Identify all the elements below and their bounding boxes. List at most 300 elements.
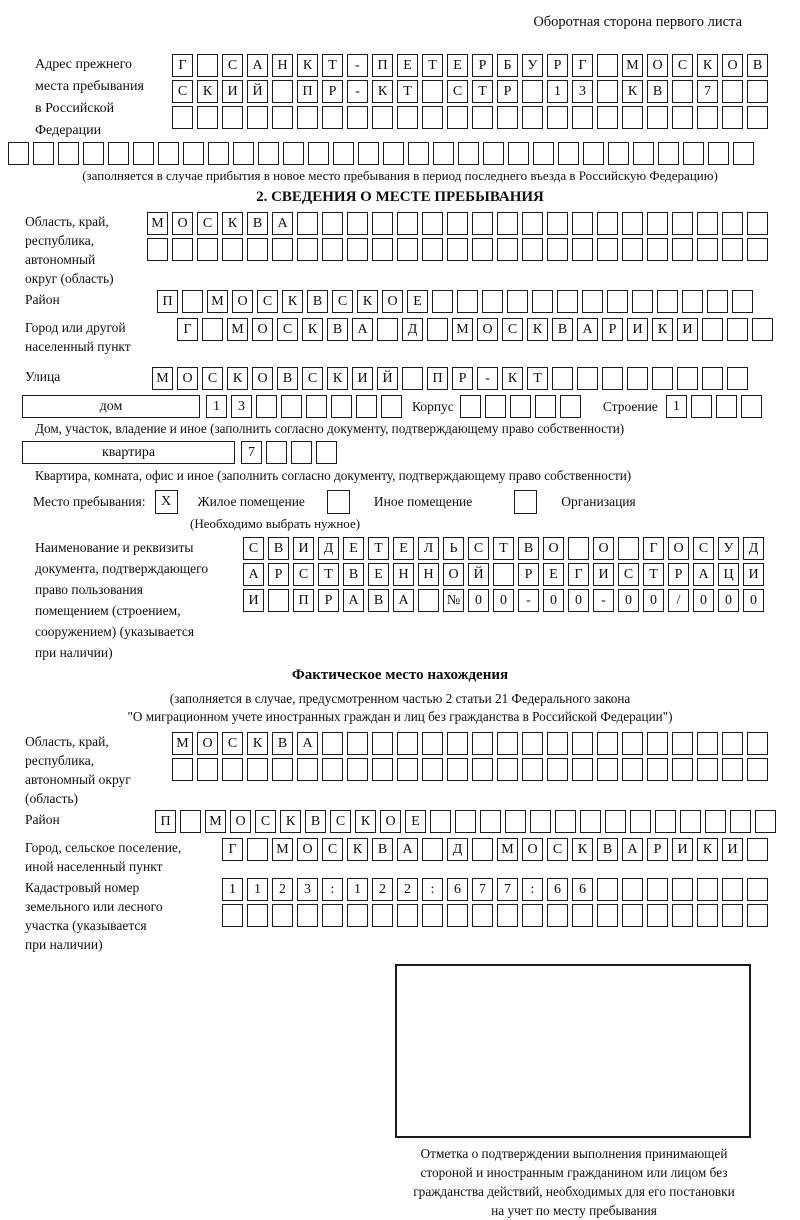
char-box[interactable]: 0 <box>643 589 664 612</box>
char-box[interactable]: 0 <box>718 589 739 612</box>
char-box[interactable]: Н <box>393 563 414 586</box>
char-box[interactable]: 7 <box>697 80 718 103</box>
char-box[interactable] <box>741 395 762 418</box>
char-box[interactable] <box>418 589 439 612</box>
char-box[interactable]: К <box>697 838 718 861</box>
char-box[interactable] <box>597 878 618 901</box>
char-box[interactable]: - <box>477 367 498 390</box>
char-box[interactable] <box>510 395 531 418</box>
char-box[interactable] <box>258 142 279 165</box>
char-box[interactable] <box>202 318 223 341</box>
char-box[interactable] <box>722 80 743 103</box>
char-box[interactable] <box>657 290 678 313</box>
char-box[interactable]: - <box>347 80 368 103</box>
char-box[interactable] <box>672 732 693 755</box>
char-box[interactable]: 7 <box>472 878 493 901</box>
char-box[interactable] <box>483 142 504 165</box>
char-box[interactable] <box>722 106 743 129</box>
char-box[interactable]: В <box>268 537 289 560</box>
char-box[interactable]: Д <box>402 318 423 341</box>
char-box[interactable] <box>397 904 418 927</box>
char-box[interactable] <box>472 758 493 781</box>
char-box[interactable] <box>447 732 468 755</box>
char-box[interactable] <box>460 395 481 418</box>
char-box[interactable]: Е <box>397 54 418 77</box>
char-box[interactable] <box>497 758 518 781</box>
char-box[interactable]: Т <box>472 80 493 103</box>
char-box[interactable] <box>222 238 243 261</box>
char-box[interactable] <box>747 80 768 103</box>
char-box[interactable] <box>705 810 726 833</box>
char-box[interactable] <box>493 563 514 586</box>
char-box[interactable] <box>172 106 193 129</box>
char-box[interactable] <box>308 142 329 165</box>
char-box[interactable] <box>508 142 529 165</box>
char-box[interactable] <box>347 732 368 755</box>
char-box[interactable] <box>422 732 443 755</box>
char-box[interactable]: В <box>518 537 539 560</box>
char-box[interactable] <box>322 758 343 781</box>
char-box[interactable]: Т <box>322 54 343 77</box>
char-box[interactable] <box>547 106 568 129</box>
char-box[interactable] <box>747 904 768 927</box>
char-box[interactable] <box>397 106 418 129</box>
char-box[interactable]: А <box>243 563 264 586</box>
char-box[interactable]: 0 <box>543 589 564 612</box>
char-box[interactable] <box>555 810 576 833</box>
char-box[interactable] <box>597 106 618 129</box>
char-box[interactable] <box>747 878 768 901</box>
char-box[interactable] <box>747 758 768 781</box>
char-box[interactable]: К <box>247 732 268 755</box>
char-box[interactable] <box>608 142 629 165</box>
char-box[interactable]: О <box>297 838 318 861</box>
char-box[interactable]: К <box>697 54 718 77</box>
char-box[interactable] <box>547 758 568 781</box>
char-box[interactable] <box>8 142 29 165</box>
char-box[interactable]: С <box>618 563 639 586</box>
char-box[interactable]: 3 <box>572 80 593 103</box>
char-box[interactable] <box>247 904 268 927</box>
char-box[interactable] <box>672 878 693 901</box>
char-box[interactable]: О <box>382 290 403 313</box>
char-box[interactable] <box>457 290 478 313</box>
char-box[interactable]: 0 <box>693 589 714 612</box>
char-box[interactable] <box>397 238 418 261</box>
char-box[interactable] <box>602 367 623 390</box>
char-box[interactable] <box>622 732 643 755</box>
char-box[interactable] <box>422 106 443 129</box>
char-box[interactable] <box>683 142 704 165</box>
char-box[interactable]: В <box>597 838 618 861</box>
char-box[interactable] <box>532 290 553 313</box>
char-box[interactable]: И <box>593 563 614 586</box>
char-box[interactable]: О <box>477 318 498 341</box>
char-box[interactable]: Г <box>177 318 198 341</box>
char-box[interactable] <box>247 838 268 861</box>
char-box[interactable] <box>372 212 393 235</box>
char-box[interactable] <box>727 318 748 341</box>
char-box[interactable]: О <box>722 54 743 77</box>
char-box[interactable]: В <box>247 212 268 235</box>
char-box[interactable] <box>522 212 543 235</box>
char-box[interactable]: М <box>205 810 226 833</box>
char-box[interactable] <box>272 758 293 781</box>
char-box[interactable]: Р <box>518 563 539 586</box>
char-box[interactable]: В <box>277 367 298 390</box>
stay-checkbox-org[interactable] <box>514 490 537 514</box>
char-box[interactable] <box>755 810 776 833</box>
char-box[interactable] <box>322 904 343 927</box>
char-box[interactable] <box>618 537 639 560</box>
char-box[interactable]: В <box>307 290 328 313</box>
char-box[interactable]: П <box>297 80 318 103</box>
char-box[interactable] <box>572 732 593 755</box>
char-box[interactable] <box>497 904 518 927</box>
char-box[interactable]: С <box>197 212 218 235</box>
char-box[interactable] <box>572 904 593 927</box>
char-box[interactable]: Е <box>543 563 564 586</box>
char-box[interactable]: О <box>252 367 273 390</box>
char-box[interactable]: 1 <box>347 878 368 901</box>
char-box[interactable]: : <box>522 878 543 901</box>
char-box[interactable] <box>622 878 643 901</box>
char-box[interactable]: Т <box>368 537 389 560</box>
char-box[interactable] <box>268 589 289 612</box>
char-box[interactable] <box>133 142 154 165</box>
char-box[interactable]: С <box>202 367 223 390</box>
char-box[interactable]: С <box>322 838 343 861</box>
char-box[interactable] <box>485 395 506 418</box>
char-box[interactable]: С <box>257 290 278 313</box>
char-box[interactable] <box>647 238 668 261</box>
char-box[interactable]: И <box>243 589 264 612</box>
char-box[interactable]: С <box>222 732 243 755</box>
char-box[interactable]: М <box>497 838 518 861</box>
char-box[interactable]: М <box>207 290 228 313</box>
char-box[interactable]: С <box>502 318 523 341</box>
char-box[interactable]: 3 <box>297 878 318 901</box>
char-box[interactable] <box>430 810 451 833</box>
char-box[interactable] <box>622 212 643 235</box>
char-box[interactable] <box>372 238 393 261</box>
char-box[interactable] <box>472 238 493 261</box>
char-box[interactable] <box>233 142 254 165</box>
char-box[interactable] <box>291 441 312 464</box>
char-box[interactable]: К <box>227 367 248 390</box>
char-box[interactable] <box>422 80 443 103</box>
char-box[interactable]: Е <box>407 290 428 313</box>
char-box[interactable] <box>58 142 79 165</box>
char-box[interactable] <box>557 290 578 313</box>
char-box[interactable]: 6 <box>547 878 568 901</box>
char-box[interactable]: 7 <box>241 441 262 464</box>
char-box[interactable]: Л <box>418 537 439 560</box>
char-box[interactable] <box>377 318 398 341</box>
char-box[interactable]: П <box>157 290 178 313</box>
char-box[interactable]: Т <box>493 537 514 560</box>
char-box[interactable]: Р <box>318 589 339 612</box>
char-box[interactable] <box>582 290 603 313</box>
char-box[interactable]: К <box>372 80 393 103</box>
char-box[interactable] <box>722 878 743 901</box>
char-box[interactable] <box>522 80 543 103</box>
char-box[interactable]: В <box>327 318 348 341</box>
char-box[interactable] <box>331 395 352 418</box>
char-box[interactable] <box>507 290 528 313</box>
char-box[interactable] <box>572 212 593 235</box>
char-box[interactable] <box>707 290 728 313</box>
char-box[interactable] <box>272 80 293 103</box>
char-box[interactable]: А <box>397 838 418 861</box>
char-box[interactable]: Т <box>643 563 664 586</box>
char-box[interactable] <box>247 238 268 261</box>
char-box[interactable]: Т <box>527 367 548 390</box>
char-box[interactable] <box>402 367 423 390</box>
char-box[interactable]: 6 <box>447 878 468 901</box>
char-box[interactable]: / <box>668 589 689 612</box>
char-box[interactable] <box>83 142 104 165</box>
char-box[interactable] <box>722 758 743 781</box>
char-box[interactable]: Г <box>222 838 243 861</box>
char-box[interactable] <box>455 810 476 833</box>
char-box[interactable]: И <box>743 563 764 586</box>
char-box[interactable]: О <box>647 54 668 77</box>
char-box[interactable]: К <box>297 54 318 77</box>
char-box[interactable]: Ь <box>443 537 464 560</box>
char-box[interactable] <box>708 142 729 165</box>
char-box[interactable] <box>722 732 743 755</box>
char-box[interactable] <box>672 212 693 235</box>
char-box[interactable] <box>747 732 768 755</box>
char-box[interactable]: С <box>693 537 714 560</box>
char-box[interactable] <box>297 106 318 129</box>
char-box[interactable] <box>197 106 218 129</box>
char-box[interactable]: С <box>330 810 351 833</box>
char-box[interactable] <box>256 395 277 418</box>
char-box[interactable]: Б <box>497 54 518 77</box>
char-box[interactable]: О <box>230 810 251 833</box>
char-box[interactable]: Й <box>377 367 398 390</box>
char-box[interactable] <box>222 106 243 129</box>
char-box[interactable]: Р <box>647 838 668 861</box>
char-box[interactable]: С <box>468 537 489 560</box>
char-box[interactable]: : <box>422 878 443 901</box>
char-box[interactable]: С <box>243 537 264 560</box>
char-box[interactable]: В <box>368 589 389 612</box>
char-box[interactable] <box>208 142 229 165</box>
char-box[interactable]: О <box>177 367 198 390</box>
char-box[interactable]: А <box>247 54 268 77</box>
char-box[interactable] <box>422 238 443 261</box>
char-box[interactable] <box>381 395 402 418</box>
char-box[interactable]: У <box>522 54 543 77</box>
char-box[interactable] <box>577 367 598 390</box>
char-box[interactable]: С <box>172 80 193 103</box>
char-box[interactable] <box>333 142 354 165</box>
char-box[interactable] <box>356 395 377 418</box>
char-box[interactable] <box>505 810 526 833</box>
char-box[interactable]: А <box>577 318 598 341</box>
char-box[interactable]: П <box>427 367 448 390</box>
char-box[interactable]: Г <box>172 54 193 77</box>
char-box[interactable] <box>597 732 618 755</box>
char-box[interactable]: Т <box>422 54 443 77</box>
char-box[interactable]: Е <box>343 537 364 560</box>
char-box[interactable]: М <box>172 732 193 755</box>
char-box[interactable]: М <box>227 318 248 341</box>
char-box[interactable] <box>633 142 654 165</box>
char-box[interactable] <box>372 732 393 755</box>
char-box[interactable] <box>597 212 618 235</box>
char-box[interactable] <box>422 904 443 927</box>
char-box[interactable] <box>572 106 593 129</box>
char-box[interactable] <box>316 441 337 464</box>
char-box[interactable]: В <box>272 732 293 755</box>
char-box[interactable] <box>283 142 304 165</box>
char-box[interactable]: : <box>322 878 343 901</box>
char-box[interactable] <box>722 212 743 235</box>
char-box[interactable]: Д <box>318 537 339 560</box>
char-box[interactable]: - <box>518 589 539 612</box>
char-box[interactable] <box>747 838 768 861</box>
char-box[interactable]: С <box>447 80 468 103</box>
char-box[interactable] <box>533 142 554 165</box>
char-box[interactable] <box>622 758 643 781</box>
char-box[interactable] <box>297 238 318 261</box>
char-box[interactable]: О <box>522 838 543 861</box>
char-box[interactable] <box>497 238 518 261</box>
char-box[interactable]: В <box>747 54 768 77</box>
char-box[interactable]: П <box>155 810 176 833</box>
char-box[interactable]: Н <box>418 563 439 586</box>
char-box[interactable] <box>597 238 618 261</box>
char-box[interactable]: М <box>622 54 643 77</box>
char-box[interactable]: 2 <box>272 878 293 901</box>
char-box[interactable] <box>680 810 701 833</box>
char-box[interactable]: Д <box>447 838 468 861</box>
char-box[interactable]: 1 <box>206 395 227 418</box>
char-box[interactable]: 7 <box>497 878 518 901</box>
char-box[interactable] <box>747 238 768 261</box>
char-box[interactable] <box>372 106 393 129</box>
char-box[interactable] <box>447 212 468 235</box>
char-box[interactable]: 1 <box>222 878 243 901</box>
char-box[interactable] <box>732 290 753 313</box>
char-box[interactable]: С <box>293 563 314 586</box>
char-box[interactable]: С <box>302 367 323 390</box>
char-box[interactable]: К <box>355 810 376 833</box>
char-box[interactable] <box>247 758 268 781</box>
char-box[interactable] <box>432 290 453 313</box>
char-box[interactable] <box>172 758 193 781</box>
char-box[interactable] <box>422 212 443 235</box>
char-box[interactable]: М <box>152 367 173 390</box>
char-box[interactable]: К <box>197 80 218 103</box>
char-box[interactable] <box>697 106 718 129</box>
char-box[interactable] <box>281 395 302 418</box>
char-box[interactable]: Й <box>468 563 489 586</box>
char-box[interactable] <box>183 142 204 165</box>
char-box[interactable]: Т <box>397 80 418 103</box>
char-box[interactable] <box>622 904 643 927</box>
char-box[interactable] <box>147 238 168 261</box>
char-box[interactable] <box>658 142 679 165</box>
char-box[interactable]: 3 <box>231 395 252 418</box>
char-box[interactable]: П <box>372 54 393 77</box>
char-box[interactable]: 1 <box>547 80 568 103</box>
char-box[interactable] <box>472 212 493 235</box>
char-box[interactable]: О <box>443 563 464 586</box>
char-box[interactable] <box>682 290 703 313</box>
stay-checkbox-zhiloe[interactable]: X <box>155 490 178 514</box>
char-box[interactable]: А <box>352 318 373 341</box>
char-box[interactable]: Г <box>572 54 593 77</box>
char-box[interactable]: 0 <box>468 589 489 612</box>
char-box[interactable]: К <box>572 838 593 861</box>
char-box[interactable]: Р <box>547 54 568 77</box>
char-box[interactable] <box>547 238 568 261</box>
char-box[interactable]: М <box>147 212 168 235</box>
char-box[interactable] <box>497 106 518 129</box>
char-box[interactable] <box>522 732 543 755</box>
char-box[interactable]: Р <box>322 80 343 103</box>
char-box[interactable] <box>697 732 718 755</box>
char-box[interactable] <box>272 904 293 927</box>
char-box[interactable]: К <box>302 318 323 341</box>
char-box[interactable] <box>597 54 618 77</box>
char-box[interactable]: К <box>347 838 368 861</box>
char-box[interactable]: В <box>305 810 326 833</box>
char-box[interactable]: М <box>272 838 293 861</box>
char-box[interactable]: Т <box>318 563 339 586</box>
char-box[interactable]: С <box>255 810 276 833</box>
char-box[interactable] <box>347 106 368 129</box>
char-box[interactable]: 2 <box>397 878 418 901</box>
char-box[interactable]: К <box>357 290 378 313</box>
char-box[interactable]: Е <box>393 537 414 560</box>
char-box[interactable] <box>597 758 618 781</box>
char-box[interactable] <box>697 878 718 901</box>
char-box[interactable]: - <box>593 589 614 612</box>
char-box[interactable] <box>172 238 193 261</box>
char-box[interactable] <box>472 106 493 129</box>
char-box[interactable] <box>347 904 368 927</box>
char-box[interactable] <box>522 758 543 781</box>
char-box[interactable] <box>547 212 568 235</box>
char-box[interactable] <box>197 758 218 781</box>
char-box[interactable] <box>647 878 668 901</box>
char-box[interactable] <box>647 106 668 129</box>
char-box[interactable]: Е <box>405 810 426 833</box>
char-box[interactable] <box>672 904 693 927</box>
char-box[interactable] <box>652 367 673 390</box>
char-box[interactable]: 0 <box>493 589 514 612</box>
char-box[interactable] <box>568 537 589 560</box>
char-box[interactable] <box>622 238 643 261</box>
char-box[interactable] <box>722 238 743 261</box>
char-box[interactable] <box>482 290 503 313</box>
char-box[interactable]: С <box>277 318 298 341</box>
char-box[interactable] <box>702 367 723 390</box>
char-box[interactable] <box>697 758 718 781</box>
char-box[interactable] <box>297 212 318 235</box>
char-box[interactable] <box>422 838 443 861</box>
char-box[interactable]: Е <box>447 54 468 77</box>
char-box[interactable] <box>497 212 518 235</box>
char-box[interactable]: С <box>547 838 568 861</box>
char-box[interactable] <box>158 142 179 165</box>
